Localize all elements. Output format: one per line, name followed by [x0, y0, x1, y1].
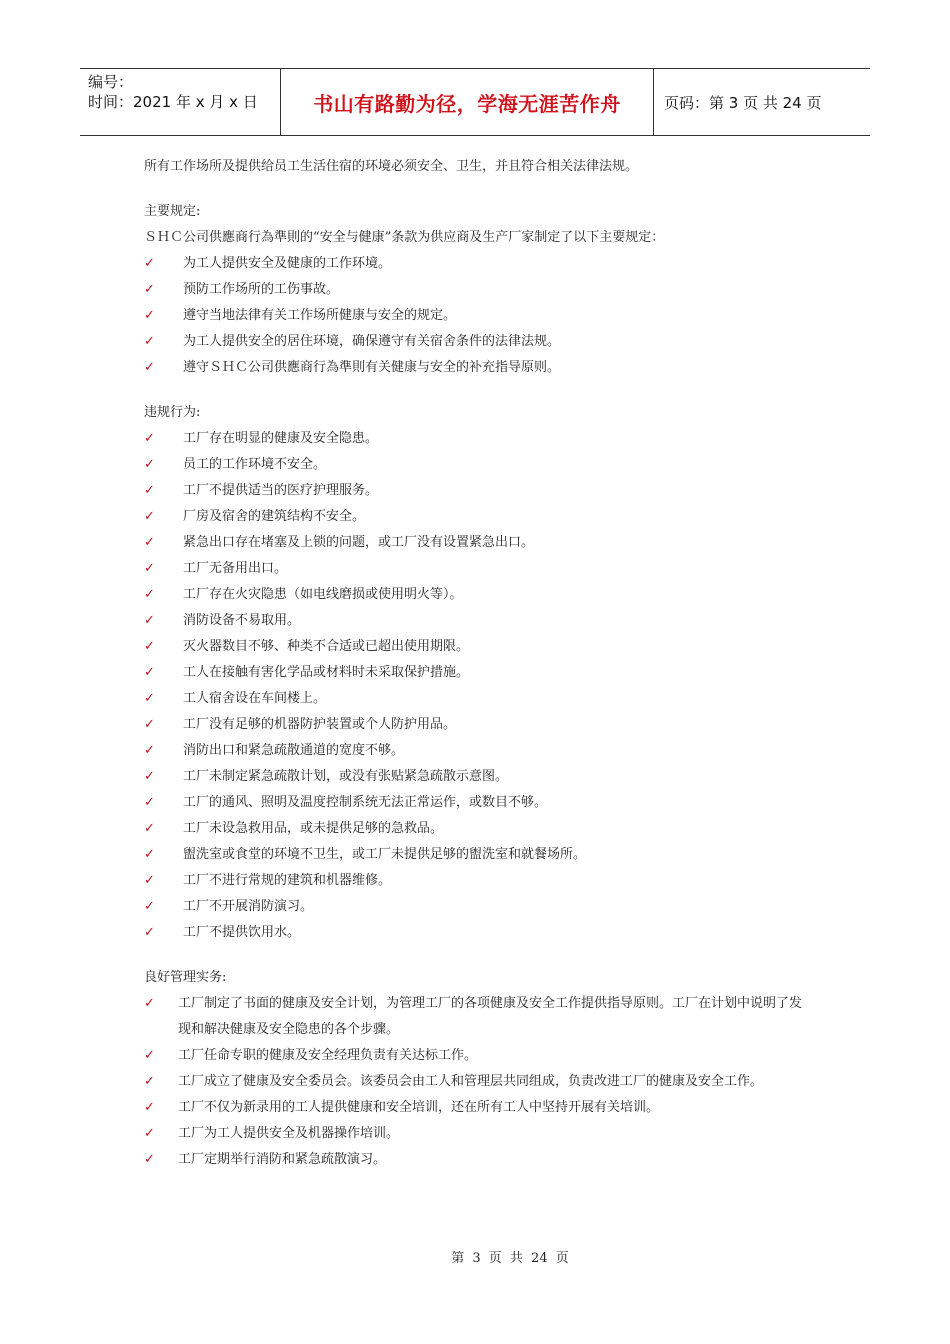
violation-item-text: 工厂无备用出口。	[183, 561, 288, 576]
check-mark-icon: ✓	[144, 483, 155, 498]
check-mark-icon: ✓	[144, 1074, 155, 1089]
violation-item-text: 紧急出口存在堵塞及上锁的问题，或工厂没有设置紧急出口。	[183, 535, 535, 550]
check-mark-icon: ✓	[144, 1100, 155, 1115]
check-mark-icon: ✓	[144, 431, 155, 446]
violation-item-text: 工厂未设急救用品，或未提供足够的急救品。	[183, 821, 444, 836]
check-mark-icon: ✓	[144, 996, 155, 1011]
violation-item	[144, 686, 814, 712]
violation-item	[144, 920, 814, 946]
violation-item-text: 工厂的通风、照明及温度控制系统无法正常运作，或数目不够。	[183, 795, 548, 810]
main-rule-item	[144, 251, 814, 277]
violation-item	[144, 764, 814, 790]
violation-item-text: 工人在接触有害化学品或材料时未采取保护措施。	[183, 665, 470, 680]
document-number-label: 编号：	[88, 73, 134, 91]
main-rule-item	[144, 355, 814, 381]
good-practice-item	[144, 1095, 814, 1121]
main-rule-item-text: 为工人提供安全的居住环境，确保遵守有关宿舍条件的法律法规。	[183, 334, 561, 349]
check-mark-icon: ✓	[144, 1048, 155, 1063]
good-practice-item-text: 工厂为工人提供安全及机器操作培训。	[178, 1126, 400, 1141]
violation-item-text: 工人宿舍设在车间楼上。	[183, 691, 327, 706]
main-rule-item	[144, 329, 814, 355]
good-practice-item	[144, 1147, 814, 1173]
check-mark-icon: ✓	[144, 334, 155, 349]
violation-item-text: 消防出口和紧急疏散通道的宽度不够。	[183, 743, 405, 758]
violation-item	[144, 738, 814, 764]
check-mark-icon: ✓	[144, 899, 155, 914]
check-mark-icon: ✓	[144, 665, 155, 680]
document-date: 时间：2021 年 x 月 x 日	[88, 93, 258, 111]
check-mark-icon: ✓	[144, 1126, 155, 1141]
good-practice-item-text: 工厂制定了书面的健康及安全计划，为管理工厂的各项健康及安全工作提供指导原则。工厂在计划中说明了发现和解决健康及安全隐患的各个步骤。	[178, 996, 803, 1037]
violation-item	[144, 790, 814, 816]
check-mark-icon: ✓	[144, 256, 155, 271]
good-practice-item-text: 工厂不仅为新录用的工人提供健康和安全培训，还在所有工人中坚持开展有关培训。	[178, 1100, 660, 1115]
check-mark-icon: ✓	[144, 1152, 155, 1167]
violation-item-text: 工厂存在明显的健康及安全隐患。	[183, 431, 379, 446]
check-mark-icon: ✓	[144, 743, 155, 758]
check-mark-icon: ✓	[144, 639, 155, 654]
good-practices-heading: 良好管理实务:	[144, 970, 227, 985]
violation-item	[144, 868, 814, 894]
check-mark-icon: ✓	[144, 821, 155, 836]
header-meta	[80, 69, 281, 135]
good-practice-item	[144, 1121, 814, 1147]
check-mark-icon: ✓	[144, 691, 155, 706]
header-page-number: 页码：第 3 页 共 24 页	[664, 93, 822, 112]
check-mark-icon: ✓	[144, 613, 155, 628]
main-rules-lead: ＳＨＣ公司供應商行為準則的“安全与健康”条款为供应商及生产厂家制定了以下主要规定：	[144, 230, 665, 245]
violation-item	[144, 452, 814, 478]
violation-item	[144, 894, 814, 920]
main-rule-item-text: 遵守ＳＨＣ公司供應商行為準則有关健康与安全的补充指导原则。	[183, 360, 561, 375]
violation-item-text: 工厂不提供饮用水。	[183, 925, 301, 940]
good-practice-item	[144, 1069, 814, 1095]
check-mark-icon: ✓	[144, 717, 155, 732]
good-practice-item	[144, 1043, 814, 1069]
violation-item-text: 工厂不开展消防演习。	[183, 899, 314, 914]
violation-item	[144, 556, 814, 582]
violation-item	[144, 426, 814, 452]
violation-item	[144, 530, 814, 556]
good-practice-item-text: 工厂成立了健康及安全委员会。该委员会由工人和管理层共同组成，负责改进工厂的健康及安全工作。	[178, 1074, 764, 1089]
page-footer: 第 3 页 共 24 页	[451, 1251, 569, 1266]
page-header	[80, 68, 870, 136]
check-mark-icon: ✓	[144, 308, 155, 323]
violation-item-text: 厂房及宿舍的建筑结构不安全。	[183, 509, 366, 524]
check-mark-icon: ✓	[144, 925, 155, 940]
main-rule-item-text: 为工人提供安全及健康的工作环境。	[183, 256, 392, 271]
check-mark-icon: ✓	[144, 561, 155, 576]
violation-item	[144, 712, 814, 738]
main-rules-list	[144, 251, 814, 381]
check-mark-icon: ✓	[144, 535, 155, 550]
header-slogan: 书山有路勤为径，学海无涯苦作舟	[281, 69, 654, 135]
violation-item	[144, 816, 814, 842]
violation-item-text: 员工的工作环境不安全。	[183, 457, 327, 472]
violation-item-text: 消防设备不易取用。	[183, 613, 301, 628]
main-rule-item-text: 遵守当地法律有关工作场所健康与安全的规定。	[183, 308, 457, 323]
main-rule-item-text: 预防工作场所的工伤事故。	[183, 282, 340, 297]
good-practice-item	[144, 991, 814, 1043]
violation-item	[144, 504, 814, 530]
violation-item-text: 工厂未制定紧急疏散计划，或没有张贴紧急疏散示意图。	[183, 769, 509, 784]
check-mark-icon: ✓	[144, 509, 155, 524]
main-rules-heading: 主要规定:	[144, 204, 201, 219]
violation-item	[144, 608, 814, 634]
violation-item-text: 工厂存在火灾隐患（如电线磨损或使用明火等）。	[183, 587, 463, 602]
check-mark-icon: ✓	[144, 360, 155, 375]
good-practice-item-text: 工厂定期举行消防和紧急疏散演习。	[178, 1152, 387, 1167]
check-mark-icon: ✓	[144, 847, 155, 862]
check-mark-icon: ✓	[144, 282, 155, 297]
violation-item	[144, 660, 814, 686]
violation-item	[144, 634, 814, 660]
good-practices-list	[144, 991, 814, 1173]
intro-paragraph: 所有工作场所及提供给员工生活住宿的环境必须安全、卫生，并且符合相关法律法规。	[144, 159, 639, 174]
check-mark-icon: ✓	[144, 457, 155, 472]
violations-list	[144, 426, 814, 946]
violation-item-text: 灭火器数目不够、种类不合适或已超出使用期限。	[183, 639, 470, 654]
violation-item	[144, 842, 814, 868]
violation-item-text: 工厂不提供适当的医疗护理服务。	[183, 483, 379, 498]
main-rule-item	[144, 277, 814, 303]
violation-item	[144, 478, 814, 504]
check-mark-icon: ✓	[144, 769, 155, 784]
check-mark-icon: ✓	[144, 795, 155, 810]
violation-item	[144, 582, 814, 608]
violations-heading: 违规行为:	[144, 405, 201, 420]
check-mark-icon: ✓	[144, 873, 155, 888]
document-body	[144, 154, 814, 1173]
violation-item-text: 工厂没有足够的机器防护装置或个人防护用品。	[183, 717, 457, 732]
violation-item-text: 工厂不进行常规的建筑和机器维修。	[183, 873, 392, 888]
main-rule-item	[144, 303, 814, 329]
check-mark-icon: ✓	[144, 587, 155, 602]
violation-item-text: 盥洗室或食堂的环境不卫生，或工厂未提供足够的盥洗室和就餐场所。	[183, 847, 587, 862]
good-practice-item-text: 工厂任命专职的健康及安全经理负责有关达标工作。	[178, 1048, 478, 1063]
